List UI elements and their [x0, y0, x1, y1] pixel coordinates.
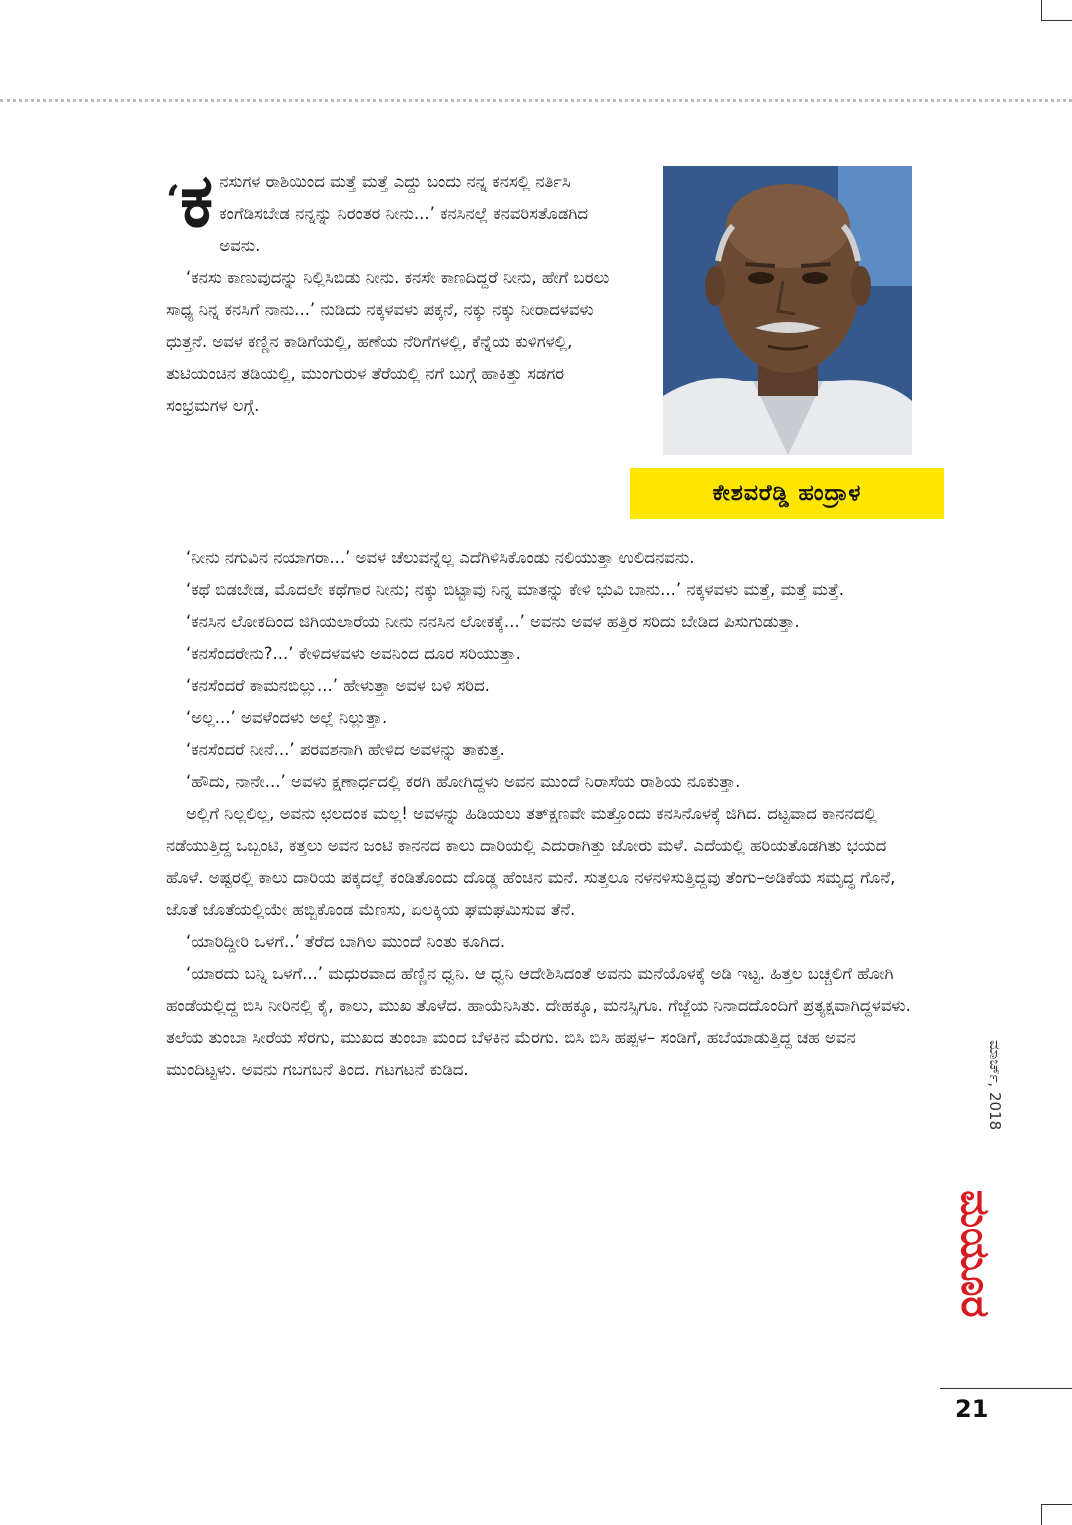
- opening-paragraph: ‘ಕ ನಸುಗಳ ರಾಶಿಯಿಂದ ಮತ್ತೆ ಮತ್ತೆ ಎದ್ದು ಬಂದು ನನ್ನ ಕನಸಲ್ಲಿ ನರ್ತಿಸಿ ಕಂಗೆಡಿಸಬೇಡ ನನ್ನನ್ನು ನಿರಂತರ ನೀನು...’ ಕನಸಿನಲ್ಲೆ ಕನವರಿಸತೊಡಗಿದ ಅವನು.: [166, 158, 589, 255]
- magazine-logo: [948, 1190, 1018, 1365]
- paragraph: ‘ಯಾರದು ಬನ್ನಿ ಒಳಗೆ...’ ಮಧುರವಾದ ಹೆಣ್ಣಿನ ಧ್ವನಿ. ಆ ಧ್ವನಿ ಆದೇಶಿಸಿದಂತೆ ಅವನು ಮನೆಯೊಳಕ್ಕೆ ಅಡಿ ಇಟ್ಟ. ಹಿತ್ತಲ ಬಚ್ಚಲಿಗೆ ಹೋಗಿ ಹಂಡೆಯಲ್ಲಿದ್ದ ಬಿಸಿ ನೀರಿನಲ್ಲಿ ಕೈ, ಕಾಲು, ಮುಖ ತೊಳೆದ. ಹಾಯೆನಿಸಿತು. ದೇಹಕ್ಕೂ, ಮನಸ್ಸಿಗೂ. ಗೆಜ್ಜೆಯ ನಿನಾದದೊಂದಿಗೆ ಪ್ರತ್ಯಕ್ಷವಾಗಿದ್ದಳವಳು. ತಲೆಯ ತುಂಬಾ ಸೀರೆಯ ಸೆರಗು, ಮುಖದ ತುಂಬಾ ಮಂದ ಬೆಳಕಿನ ಮೆರಗು. ಬಿಸಿ ಬಿಸಿ ಹಪ್ಪಳ– ಸಂಡಿಗೆ, ಹಬೆಯಾಡುತ್ತಿದ್ದ ಚಹ ಅವನ ಮುಂದಿಟ್ಟಳು. ಅವನು ಗಬಗಬನೆ ತಿಂದ. ಗಟಗಟನೆ ಕುಡಿದ.: [166, 964, 911, 1079]
- paragraph: ‘ಕನಸೆಂದರೆ ಕಾಮನಬಿಲ್ಲು...’ ಹೇಳುತ್ತಾ ಅವಳ ಬಳಿ ಸರಿದ.: [186, 676, 490, 695]
- paragraph: ‘ಕನಸು ಕಾಣುವುದನ್ನು ನಿಲ್ಲಿಸಿಬಿಡು ನೀನು. ಕನಸೇ ಕಾಣದಿದ್ದರೆ ನೀನು, ಹೇಗೆ ಬರಲು ಸಾಧ್ಯ ನಿನ್ನ ಕನಸಿಗೆ ನಾನು...’ ನುಡಿದು ನಕ್ಕಳವಳು ಪಕ್ಕನೆ, ನಕ್ಕು ನಕ್ಕು ನೀರಾದಳವಳು ಧುತ್ತನೆ. ಅವಳ ಕಣ್ಣಿನ ಕಾಡಿಗೆಯಲ್ಲಿ, ಹಣೆಯ ನೆರಿಗೆಗಳಲ್ಲಿ, ಕೆನ್ನೆಯ ಕುಳಿಗಳಲ್ಲಿ, ತುಟಿಯಂಚಿನ ತಡಿಯಲ್ಲಿ, ಮುಂಗುರುಳ ತೆರೆಯಲ್ಲಿ ನಗೆ ಬುಗ್ಗೆ ಹಾಕಿತ್ತು ಸಡಗರ ಸಂಭ್ರಮಗಳ ಲಗ್ಗೆ.: [166, 268, 610, 415]
- page-number: 21: [955, 1395, 989, 1423]
- story-column-lower: [166, 542, 911, 1086]
- paragraph: ‘ಕನಸೆಂದರೇನು?...’ ಕೇಳಿದಳವಳು ಅವನಿಂದ ದೂರ ಸರಿಯುತ್ತಾ.: [186, 644, 521, 663]
- masthead: [948, 1040, 1018, 1380]
- svg-text:ಮಾರ್ಚ್, 2018: ಮಾರ್ಚ್, 2018: [986, 1040, 1004, 1131]
- paragraph: ‘ಹೌದು, ನಾನೇ...’ ಅವಳು ಕ್ಷಣಾರ್ಧದಲ್ಲಿ ಕರಗಿ ಹೋಗಿದ್ದಳು ಅವನ ಮುಂದೆ ನಿರಾಸೆಯ ರಾಶಿಯ ನೂಕುತ್ತಾ.: [186, 772, 741, 791]
- paragraph: ‘ಕಥೆ ಬಿಡಬೇಡ, ಮೊದಲೇ ಕಥೆಗಾರ ನೀನು; ನಕ್ಕು ಬಿಟ್ಟಾವು ನಿನ್ನ ಮಾತನ್ನು ಕೇಳಿ ಭುವಿ ಬಾನು...’ ನಕ್ಕಳವಳು ಮತ್ತೆ, ಮತ್ತೆ ಮತ್ತೆ.: [186, 580, 845, 599]
- issue-date: [958, 1040, 1018, 1190]
- drop-cap: ‘ಕ: [166, 158, 214, 244]
- paragraph: ‘ಕನಸಿನ ಲೋಕದಿಂದ ಜಿಗಿಯಲಾರೆಯ ನೀನು ನನಸಿನ ಲೋಕಕ್ಕೆ...’ ಅವನು ಅವಳ ಹತ್ತಿರ ಸರಿದು ಬೇಡಿದ ಪಿಸುಗುಡುತ್ತಾ.: [186, 612, 800, 631]
- paragraph: ‘ನೀನು ನಗುವಿನ ನಯಾಗರಾ...’ ಅವಳ ಚೆಲುವನ್ನೆಲ್ಲ ಎದೆಗಿಳಿಸಿಕೊಂಡು ನಲಿಯುತ್ತಾ ಉಲಿದನವನು.: [186, 548, 695, 567]
- story-column-upper: [166, 158, 611, 422]
- crop-mark-bottom: [1041, 1504, 1072, 1525]
- paragraph: ‘ಕನಸೆಂದರೆ ನೀನೆ...’ ಪರವಶನಾಗಿ ಹೇಳಿದ ಅವಳನ್ನು ತಾಕುತ್ತ.: [186, 740, 505, 759]
- footer-rule: [940, 1388, 1072, 1389]
- author-name: ಕೇಶವರೆಡ್ಡಿ ಹಂದ್ರಾಳ: [630, 468, 944, 519]
- author-photo: [663, 166, 912, 455]
- paragraph: ಅಲ್ಲಿಗೆ ನಿಲ್ಲಲಿಲ್ಲ, ಅವನು ಛಲದಂಕ ಮಲ್ಲ! ಅವಳನ್ನು ಹಿಡಿಯಲು ತತ್‌ಕ್ಷಣವೇ ಮತ್ತೊಂದು ಕನಸಿನೊಳಕ್ಕೆ ಜಿಗಿದ. ದಟ್ಟವಾದ ಕಾನನದಲ್ಲಿ ನಡೆಯುತ್ತಿದ್ದ ಒಬ್ಬಂಟಿ, ಕತ್ತಲು ಅವನ ಜಂಟಿ ಕಾನನದ ಕಾಲು ದಾರಿಯಲ್ಲಿ ಎದುರಾಗಿತ್ತು ಜೋರು ಮಳೆ. ಎದೆಯಲ್ಲಿ ಹರಿಯತೊಡಗಿತು ಭಯದ ಹೊಳೆ. ಅಷ್ಟರಲ್ಲಿ ಕಾಲು ದಾರಿಯ ಪಕ್ಕದಲ್ಲೆ ಕಂಡಿತೊಂದು ದೊಡ್ಡ ಹೆಂಚಿನ ಮನೆ. ಸುತ್ತಲೂ ನಳನಳಿಸುತ್ತಿದ್ದವು ತೆಂಗು–ಅಡಿಕೆಯ ಸಮೃದ್ಧ ಗೊನೆ, ಜೊತೆ ಜೊತೆಯಲ್ಲಿಯೇ ಹಬ್ಬಿಕೊಂಡ ಮೆಣಸು, ಏಲಕ್ಕಿಯ ಘಮಘಮಿಸುವ ತೆನೆ.: [166, 804, 896, 919]
- paragraph: ‘ಯಾರಿದ್ದೀರಿ ಒಳಗೆ..’ ತೆರೆದ ಬಾಗಿಲ ಮುಂದೆ ನಿಂತು ಕೂಗಿದ.: [186, 932, 506, 951]
- paragraph: ‘ಅಲ್ಲ...’ ಅವಳೆಂದಳು ಅಲ್ಲೆ ನಿಲ್ಲುತ್ತಾ.: [186, 708, 388, 727]
- svg-text:ಮಯೂರ: ಮಯೂರ: [952, 1190, 998, 1318]
- dotted-rule: [0, 99, 1072, 102]
- crop-mark-top: [1041, 0, 1072, 21]
